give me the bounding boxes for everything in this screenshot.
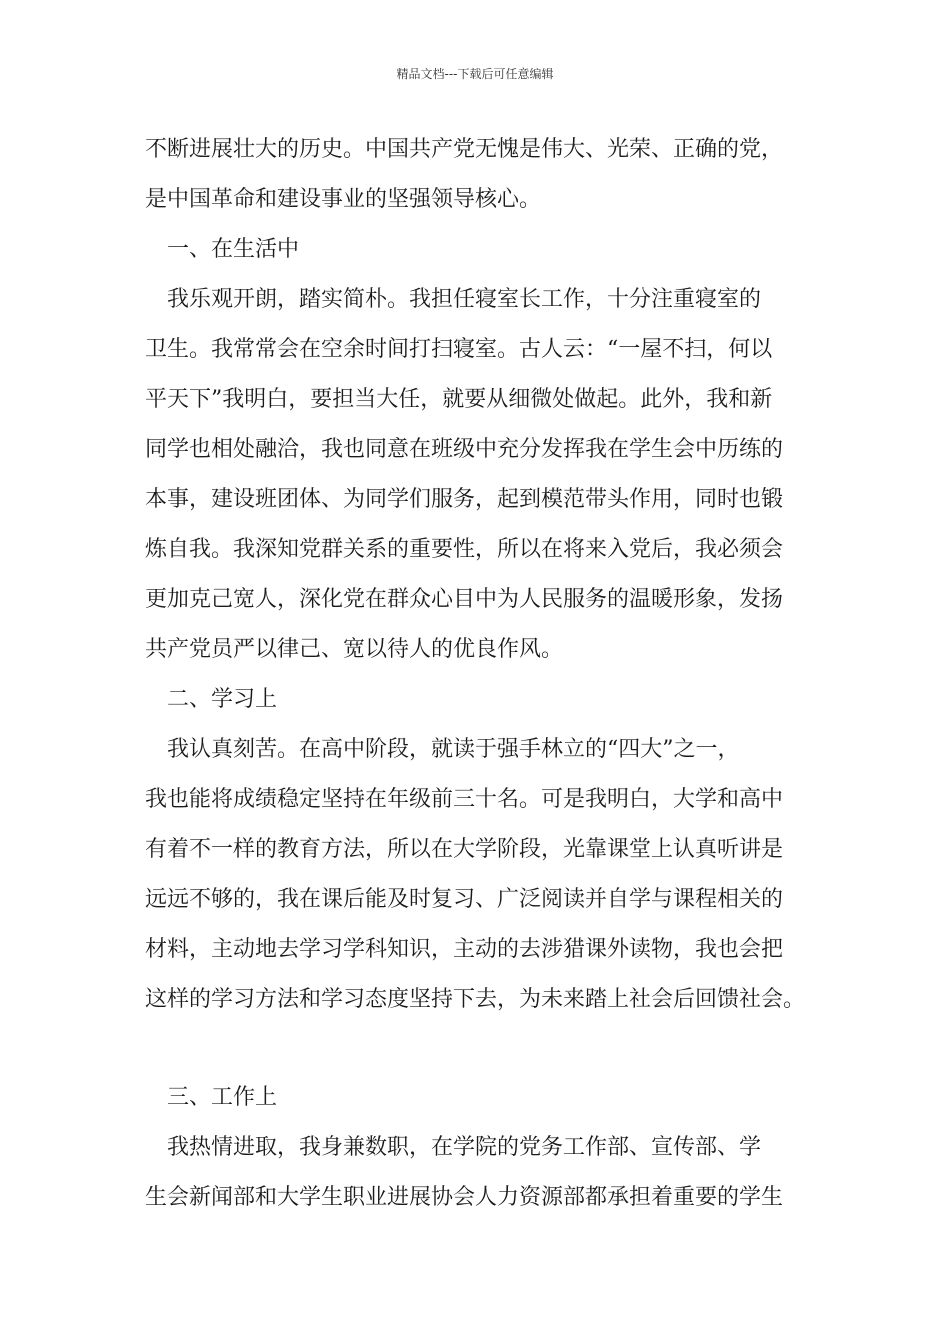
paragraph-line: 我热情进取，我身兼数职，在学院的党务工作部、宣传部、学 — [145, 1135, 762, 1160]
paragraph-line: 是中国革命和建设事业的坚强领导核心。 — [145, 187, 542, 212]
page-header: 精品文档---下载后可任意编辑 — [396, 67, 554, 81]
paragraph-line: 我认真刻苦。在高中阶段，就读于强手林立的“四大”之一， — [145, 737, 740, 762]
paragraph-line: 材料，主动地去学习学科知识，主动的去涉猎课外读物，我也会把 — [145, 937, 784, 962]
paragraph-line: 远远不够的，我在课后能及时复习、广泛阅读并自学与课程相关的 — [145, 887, 784, 912]
section-heading: 一、在生活中 — [145, 237, 300, 262]
paragraph-line: 同学也相处融洽，我也同意在班级中充分发挥我在学生会中历练的 — [145, 437, 784, 462]
paragraph-line: 我也能将成绩稳定坚持在年级前三十名。可是我明白，大学和高中 — [145, 787, 784, 812]
paragraph-line: 平天下”我明白，要担当大任，就要从细微处做起。此外，我和新 — [145, 387, 773, 412]
paragraph-line: 更加克己宽人，深化党在群众心目中为人民服务的温暖形象，发扬 — [145, 587, 784, 612]
paragraph-line: 本事，建设班团体、为同学们服务，起到模范带头作用，同时也锻 — [145, 487, 784, 512]
paragraph-line: 炼自我。我深知党群关系的重要性，所以在将来入党后，我必须会 — [145, 537, 784, 562]
section-heading: 二、学习上 — [145, 687, 278, 712]
paragraph-line: 有着不一样的教育方法，所以在大学阶段，光靠课堂上认真听讲是 — [145, 837, 784, 862]
paragraph-line: 我乐观开朗，踏实简朴。我担任寝室长工作，十分注重寝室的 — [145, 287, 762, 312]
paragraph-line: 共产党员严以律己、宽以待人的优良作风。 — [145, 637, 564, 662]
paragraph-line: 卫生。我常常会在空余时间打扫寝室。古人云：“一屋不扫，何以 — [145, 337, 773, 362]
section-heading: 三、工作上 — [145, 1085, 278, 1110]
paragraph-line: 不断进展壮大的历史。中国共产党无愧是伟大、光荣、正确的党， — [145, 137, 784, 162]
paragraph-line: 生会新闻部和大学生职业进展协会人力资源部都承担着重要的学生 — [145, 1185, 784, 1210]
paragraph-line: 这样的学习方法和学习态度坚持下去，为未来踏上社会后回馈社会。 — [145, 987, 806, 1012]
